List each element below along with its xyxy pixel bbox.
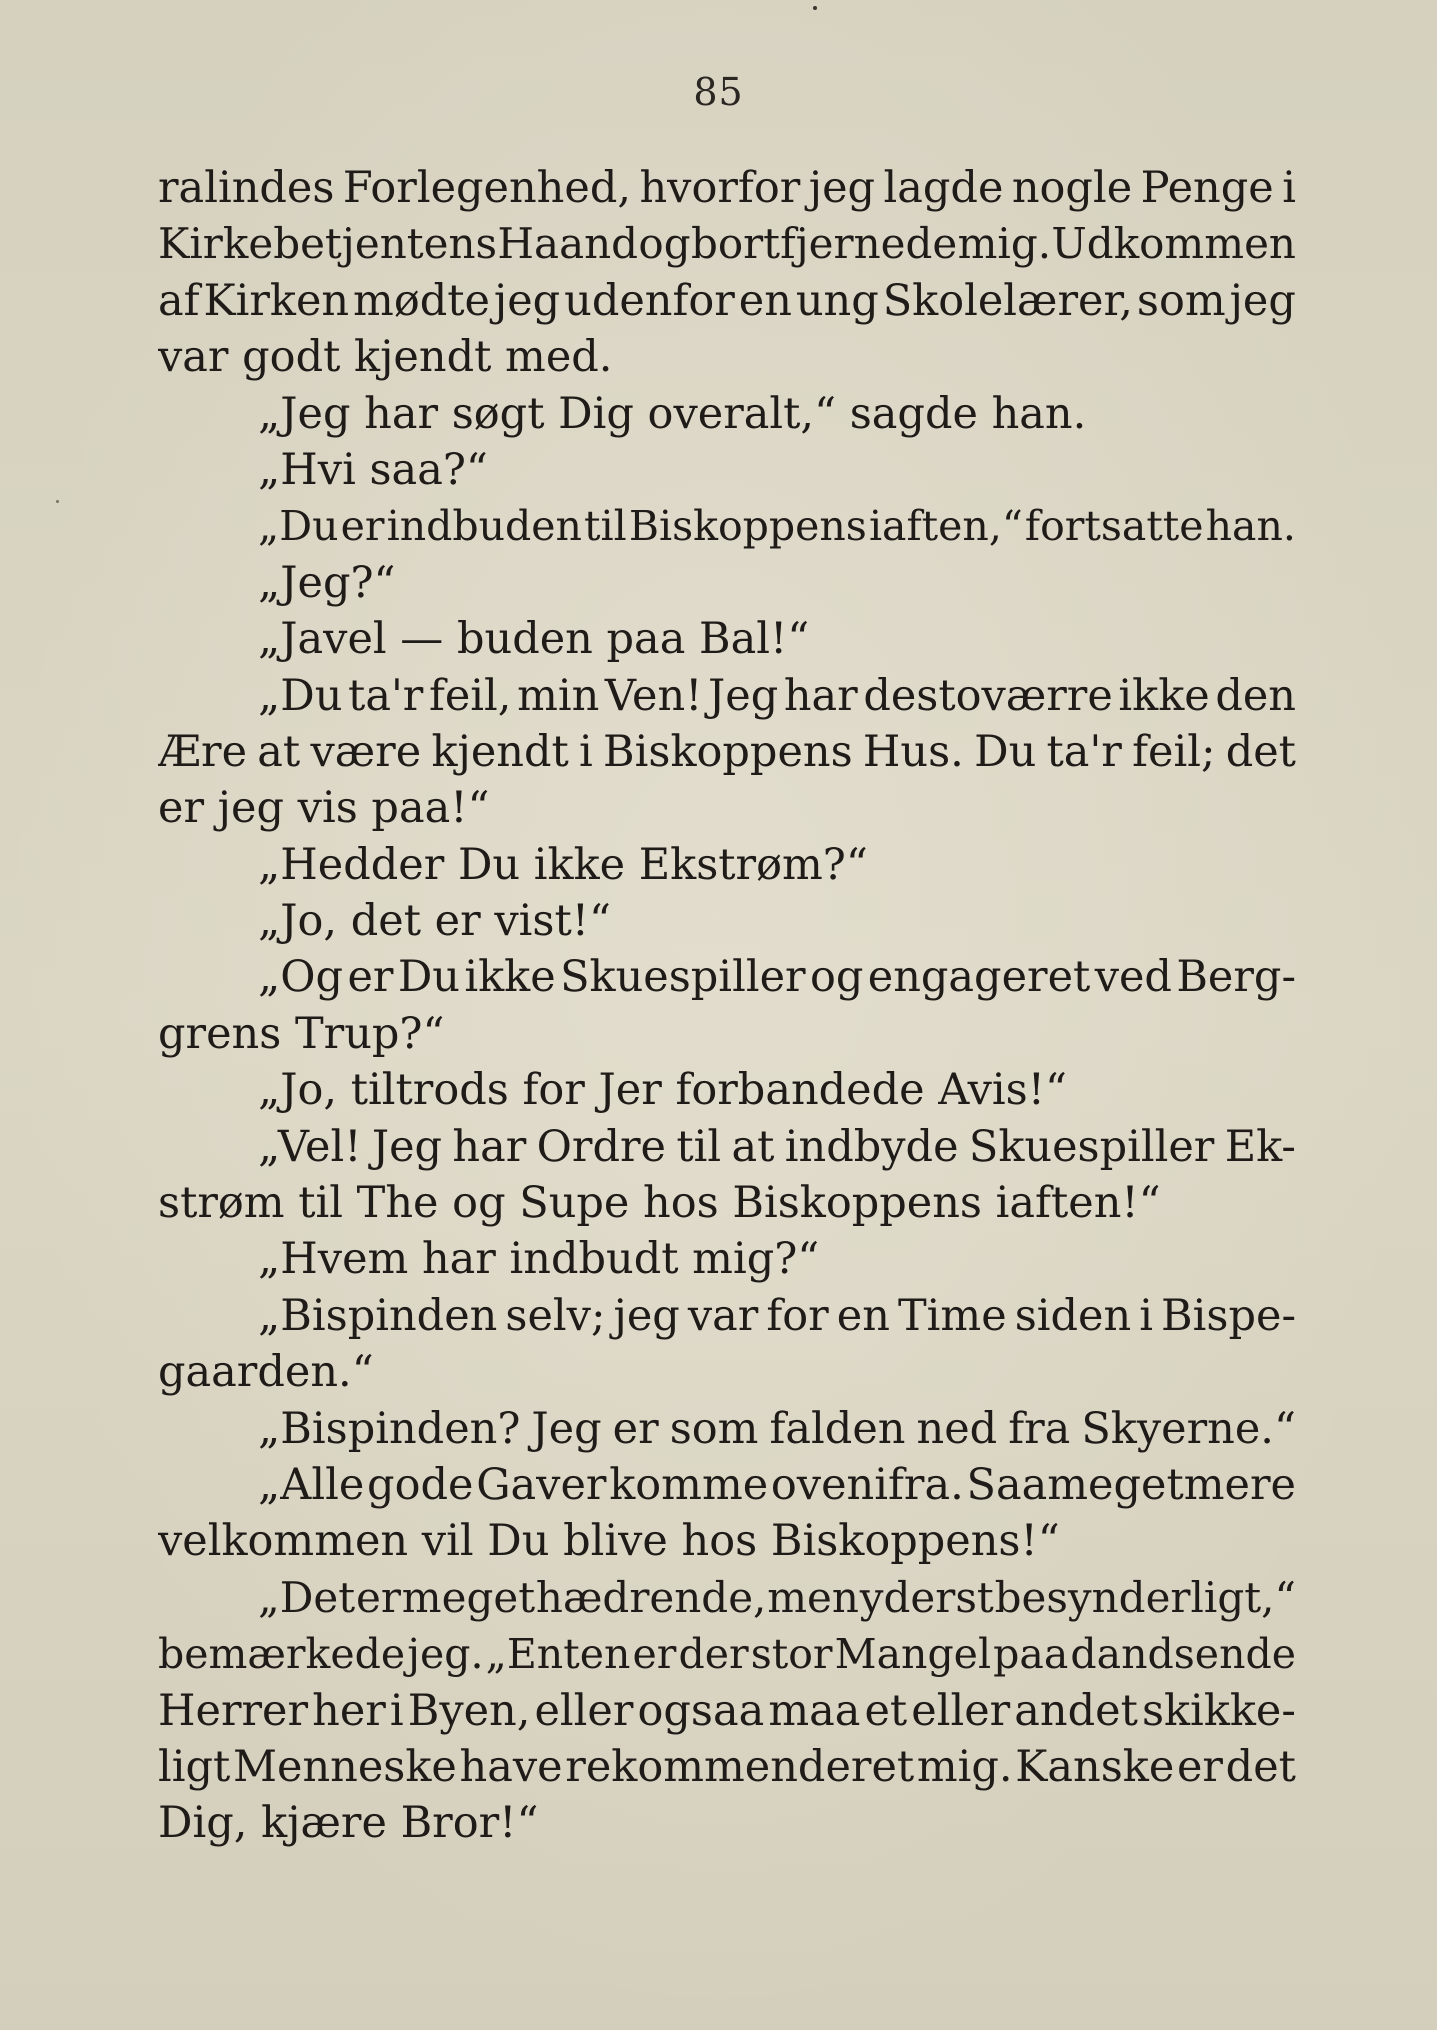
text-line: „Vel! Jeg har Ordre til at indbyde Skuespiller Ek-: [258, 1121, 1296, 1172]
text-line: „Hvi saa?“: [258, 444, 488, 495]
text-line: „Du er indbuden til Biskoppens iaften,“ fortsatte han.: [258, 502, 1296, 551]
text-line: „Javel — buden paa Bal!“: [258, 614, 810, 665]
text-line: Ære at være kjendt i Biskoppens Hus. Du ta'r feil; det: [158, 726, 1296, 777]
text-line: gaarden.“: [158, 1347, 374, 1398]
text-line: Herrer her i Byen, eller ogsaa maa et eller andet skikke-: [158, 1685, 1296, 1736]
text-line: „Og er Du ikke Skuespiller og engageret ved Berg-: [258, 952, 1296, 1003]
text-line: er jeg vis paa!“: [158, 783, 490, 834]
text-line: ralindes Forlegenhed, hvorfor jeg lagde nogle Penge i: [158, 163, 1296, 213]
text-line: „Hvem har indbudt mig?“: [258, 1234, 820, 1285]
ink-speck: [56, 500, 59, 503]
text-line: „Alle gode Gaver komme ovenifra. Saamegetmere: [258, 1459, 1296, 1510]
text-line: var godt kjendt med.: [158, 332, 613, 383]
text-line: „Det er meget hædrende, men yderst besynderligt,“: [258, 1572, 1296, 1622]
text-line: „Du ta'r feil, min Ven! Jeg har destoværre ikke den: [258, 670, 1296, 721]
body-text: [158, 160, 1296, 1852]
text-line: af Kirken mødte jeg udenfor en ung Skolelærer, som jeg: [158, 275, 1296, 326]
text-line: „Jeg har søgt Dig overalt,“ sagde han.: [258, 388, 1087, 439]
text-line: velkommen vil Du blive hos Biskoppens!“: [158, 1516, 1060, 1567]
text-line: „Hedder Du ikke Ekstrøm?“: [258, 839, 868, 890]
text-line: „Jeg?“: [258, 557, 396, 608]
text-line: Dig, kjære Bror!“: [158, 1798, 539, 1849]
page-number: 85: [693, 70, 744, 114]
text-line: bemærkede jeg. „Enten er der stor Mangel paa dandsende: [158, 1630, 1296, 1679]
text-line: „Bispinden selv; jeg var for en Time siden i Bispe-: [258, 1290, 1296, 1341]
text-line: „Jo, det er vist!“: [258, 896, 611, 947]
text-line: strøm til The og Supe hos Biskoppens iaften!“: [158, 1178, 1161, 1229]
text-line: „Bispinden? Jeg er som falden ned fra Skyerne.“: [258, 1403, 1296, 1454]
text-line: Kirkebetjentens Haand og bortfjernede mig. Udkommen: [158, 219, 1296, 269]
text-line: „Jo, tiltrods for Jer forbandede Avis!“: [258, 1065, 1067, 1116]
text-line: grens Trup?“: [158, 1008, 445, 1059]
ink-speck: [813, 6, 817, 10]
text-line: ligt Menneske have rekommenderet mig. Kanske er det: [158, 1741, 1296, 1792]
